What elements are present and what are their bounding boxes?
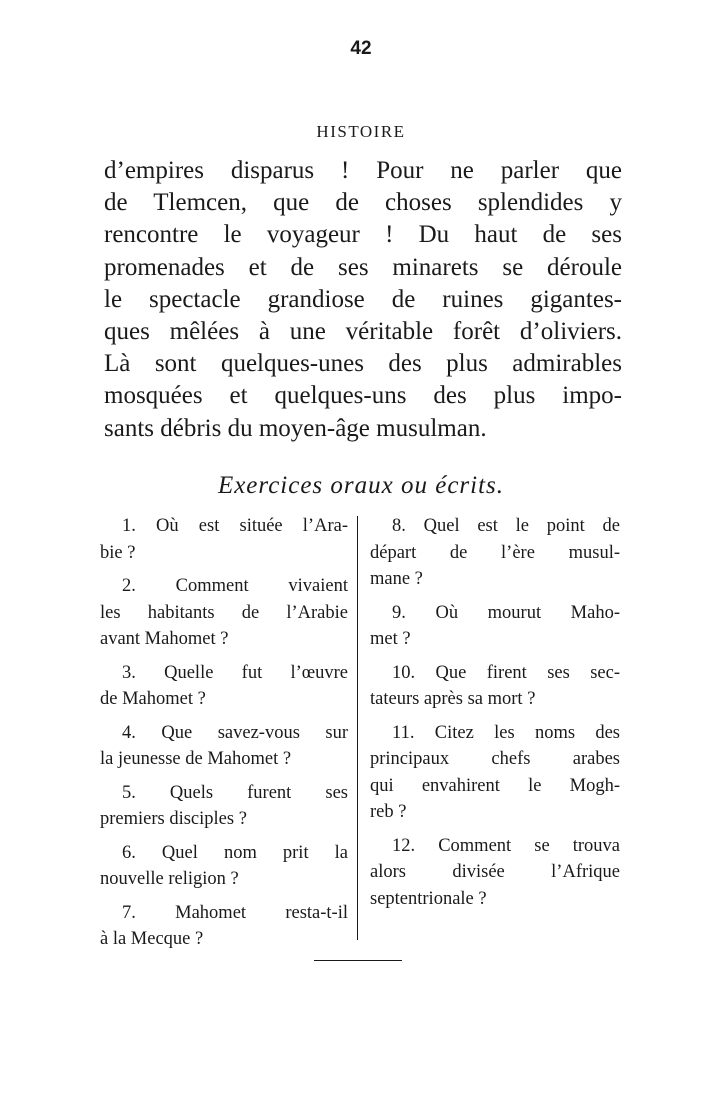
body-line: le spectacle grandiose de ruines gigantes- — [104, 285, 622, 313]
exercise-line: 10. Que firent ses sec- — [392, 662, 620, 683]
exercise-line: alors divisée l’Afrique — [370, 862, 620, 882]
body-paragraph — [104, 155, 622, 445]
exercise-line: septentrionale ? — [370, 888, 487, 909]
exercise-line: tateurs après sa mort ? — [370, 689, 536, 709]
exercise-line: départ de l’ère musul- — [370, 542, 620, 563]
exercises-title: Exercices oraux ou écrits. — [217, 472, 505, 499]
body-line: ques mêlées à une véritable forêt d’oliviers. — [104, 317, 622, 345]
exercise-line: principaux chefs arabes — [370, 749, 620, 769]
body-line: Là sont quelques-unes des plus admirables — [104, 350, 622, 378]
end-rule — [314, 960, 402, 961]
exercise-line: à la Mecque ? — [100, 929, 204, 949]
exercise-line: 12. Comment se trouva — [392, 835, 620, 856]
exercises-left-column — [100, 513, 348, 960]
exercise-question — [100, 573, 348, 653]
body-line: promenades et de ses minarets se déroule — [104, 253, 622, 281]
exercise-line: 6. Quel nom prit la — [122, 842, 348, 863]
exercise-line: qui envahirent le Mogh- — [370, 775, 620, 796]
column-divider — [357, 516, 358, 940]
exercises-right-column — [370, 513, 620, 919]
exercise-line: 2. Comment vivaient — [122, 576, 348, 596]
exercise-question — [100, 900, 348, 953]
exercise-line: met ? — [370, 629, 411, 649]
exercise-question — [370, 513, 620, 593]
exercise-question — [370, 833, 620, 913]
exercise-question — [100, 660, 348, 713]
exercise-line: reb ? — [370, 802, 407, 822]
running-head: HISTOIRE — [316, 122, 406, 141]
exercise-question — [370, 720, 620, 826]
exercise-question — [370, 660, 620, 713]
exercise-line: 11. Citez les noms des — [392, 722, 620, 743]
body-line: sants débris du moyen-âge musulman. — [104, 414, 487, 442]
exercise-line: 8. Quel est le point de — [392, 516, 620, 536]
page-number: 42 — [350, 38, 372, 59]
body-line: de Tlemcen, que de choses splendides y — [104, 189, 622, 217]
exercise-question — [100, 720, 348, 773]
body-line: d’empires disparus ! Pour ne parler que — [104, 157, 622, 184]
exercise-line: bie ? — [100, 542, 136, 563]
exercise-line: mane ? — [370, 569, 423, 589]
exercise-question — [100, 840, 348, 893]
exercise-question — [370, 600, 620, 653]
exercise-line: 9. Où mourut Maho- — [392, 602, 620, 623]
exercise-line: 7. Mahomet resta-t-il — [122, 902, 348, 923]
exercise-line: 5. Quels furent ses — [122, 782, 348, 803]
exercise-line: la jeunesse de Mahomet ? — [100, 749, 292, 769]
exercise-question — [100, 513, 348, 566]
exercise-line: de Mahomet ? — [100, 689, 206, 709]
exercise-question — [100, 780, 348, 833]
body-line: mosquées et quelques-uns des plus impo- — [104, 382, 622, 410]
exercise-line: avant Mahomet ? — [100, 629, 229, 649]
exercise-line: 4. Que savez-vous sur — [122, 722, 348, 743]
exercise-line: premiers disciples ? — [100, 809, 247, 829]
exercise-line: 3. Quelle fut l’œuvre — [122, 662, 348, 683]
body-line: rencontre le voyageur ! Du haut de ses — [104, 221, 622, 249]
exercise-line: les habitants de l’Arabie — [100, 602, 348, 623]
exercise-line: nouvelle religion ? — [100, 869, 239, 889]
exercise-line: 1. Où est située l’Ara- — [122, 516, 348, 536]
